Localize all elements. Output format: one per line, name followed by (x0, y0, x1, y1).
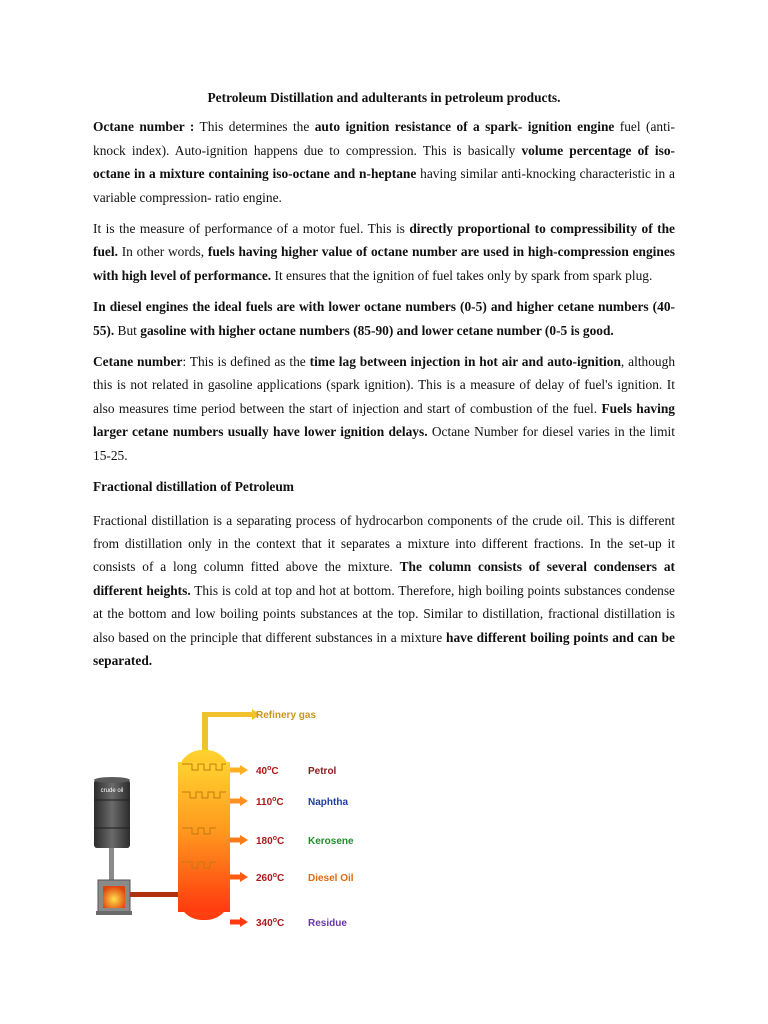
feed-pipe (130, 892, 180, 897)
fraction-temperature: 260$^o$C (256, 872, 285, 884)
barrel-pipe (109, 848, 114, 880)
document-title: Petroleum Distillation and adulterants in petroleum products. (207, 90, 561, 105)
fraction-name: Kerosene (308, 836, 354, 847)
fraction-temperature: 180$^o$C (256, 835, 285, 847)
fraction-pipe-1 (230, 768, 240, 773)
gas-pipe-horizontal (202, 712, 252, 717)
fraction-outputs (230, 765, 354, 929)
fraction-pipe-3 (230, 838, 240, 843)
section-heading-fractional-distillation: Fractional distillation of Petroleum (93, 479, 294, 495)
distillation-column-svg (90, 700, 390, 930)
barrel-top (94, 777, 130, 783)
paragraph-motor-fuel-performance: It is the measure of performance of a motor fuel. This is directly proportional to compressibility of the fuel. In other words, fuels having higher value of octane number are used in high-compression engines with high level of performance. It ensures that the ignition of fuel takes only by spark from spark plug. (93, 221, 675, 283)
fraction-name: Petrol (308, 766, 337, 777)
barrel-label: crude oil (100, 788, 124, 794)
fraction-pipe-5 (230, 920, 240, 925)
fraction-name: Diesel Oil (308, 873, 354, 884)
gas-pipe-vertical (202, 712, 208, 752)
arrow-right-icon (240, 835, 248, 845)
arrow-right-icon (240, 872, 248, 882)
document-page (93, 86, 675, 680)
fractional-distillation-diagram (90, 700, 390, 930)
arrow-right-icon (240, 917, 248, 927)
fraction-temperature: 340$^o$C (256, 917, 285, 929)
fraction-pipe-4 (230, 875, 240, 880)
paragraph-fractional-distillation: Fractional distillation is a separating process of hydrocarbon components of the crude oil. This is different from distillation only in the context that it separates a mixture into different fractions. In the set-up it consists of a long column fitted above the mixture. The column consists of several condensers at different heights. This is cold at top and hot at bottom. Therefore, high boiling points substances condense at the bottom and low boiling points substances at the top. Similar to distillation, fractional distillation is also based on the principle that different substances in a mixture have different boiling points and can be separated. (93, 512, 676, 668)
refinery-gas-label: Refinery gas (256, 710, 317, 721)
fraction-pipe-2 (230, 799, 240, 804)
fraction-temperature: 40$^o$C (256, 765, 279, 777)
paragraph-cetane-number: Cetane number: This is defined as the time lag between injection in hot air and auto-ignition, although this is not related in gasoline applications (spark ignition). This is a measure of delay of fuel's ignition. It also measures time period between the start of injection and start of combustion of the fuel. Fuels having larger cetane numbers usually have lower ignition delays. Octane Number for diesel varies in the limit 15-25. (93, 354, 676, 463)
arrow-right-icon (240, 796, 248, 806)
paragraph-octane-number: Octane number : This determines the auto ignition resistance of a spark- ignition engine fuel (anti-knock index). Auto-ignition happens due to compression. This is basically volume percentage of iso-octane in a mixture containing iso-octane and n-heptane having similar anti-knocking characteristic in a variable compression- ratio engine. (93, 119, 676, 205)
arrow-right-icon (240, 765, 248, 775)
fraction-temperature: 110$^o$C (256, 796, 284, 808)
fire-icon (103, 886, 125, 908)
fraction-name: Residue (308, 918, 347, 929)
furnace (96, 880, 132, 915)
paragraph-diesel-vs-gasoline: In diesel engines the ideal fuels are with lower octane numbers (0-5) and higher cetane numbers (40-55). But gasoline with higher octane numbers (85-90) and lower cetane number (0-5 is good. (93, 299, 675, 338)
fraction-name: Naphtha (308, 797, 348, 808)
crude-oil-barrel (94, 777, 130, 848)
